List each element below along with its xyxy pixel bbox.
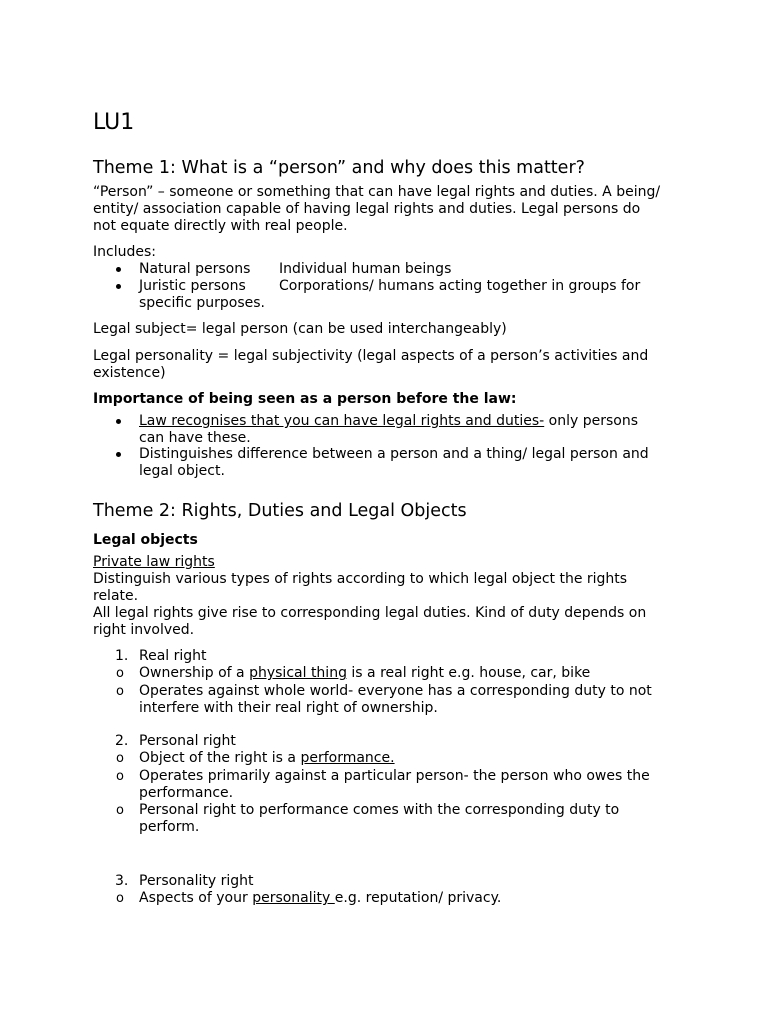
includes-desc: Corporations/ humans acting together in groups for bbox=[279, 278, 641, 294]
circle-bullet-icon: o bbox=[116, 666, 124, 681]
page-title: LU1 bbox=[93, 110, 135, 135]
bullet-icon bbox=[116, 284, 121, 289]
sub-item-continued: performance. bbox=[139, 785, 234, 801]
text-run: Aspects of your bbox=[139, 890, 253, 906]
circle-bullet-icon: o bbox=[116, 684, 124, 699]
underlined-text: physical thing bbox=[249, 665, 347, 681]
item-title: Personal right bbox=[139, 733, 236, 749]
sub-item-text bbox=[139, 750, 679, 767]
item-number: 1. bbox=[115, 648, 129, 664]
legal-personality-line-2: existence) bbox=[93, 365, 166, 381]
importance-underlined-text: Law recognises that you can have legal rights and duties- bbox=[139, 413, 545, 429]
legal-subject-line: Legal subject= legal person (can be used interchangeably) bbox=[93, 321, 507, 337]
sub-item-continued: perform. bbox=[139, 819, 200, 835]
importance-continued: can have these. bbox=[139, 430, 251, 446]
text-run: Object of the right is a bbox=[139, 750, 301, 766]
importance-heading: Importance of being seen as a person before the law: bbox=[93, 391, 517, 407]
text-run: e.g. reputation/ privacy. bbox=[334, 890, 502, 906]
person-definition-line-1: “Person” – someone or something that can have legal rights and duties. A being/ bbox=[93, 184, 661, 200]
item-title: Real right bbox=[139, 648, 207, 664]
bullet-icon bbox=[116, 452, 121, 457]
sub-item-text: Operates primarily against a particular person- the person who owes the bbox=[139, 768, 650, 784]
circle-bullet-icon: o bbox=[116, 803, 124, 818]
item-number: 3. bbox=[115, 873, 129, 889]
sub-item-continued: interfere with their real right of ownership. bbox=[139, 700, 438, 716]
sub-item-text: Personal right to performance comes with the corresponding duty to bbox=[139, 802, 620, 818]
legal-objects-heading: Legal objects bbox=[93, 532, 198, 548]
importance-rest-text: only persons bbox=[544, 413, 638, 429]
private-law-rights-subheading: Private law rights bbox=[93, 554, 215, 570]
rights-paragraph-line-4: right involved. bbox=[93, 622, 195, 638]
theme-1-heading: Theme 1: What is a “person” and why does this matter? bbox=[93, 158, 585, 178]
text-run: is a real right e.g. house, car, bike bbox=[346, 665, 591, 681]
includes-term: Juristic persons bbox=[139, 278, 246, 294]
importance-continued: legal object. bbox=[139, 463, 225, 479]
rights-paragraph-line-3: All legal rights give rise to corresponding legal duties. Kind of duty depends on bbox=[93, 605, 647, 621]
sub-item-text bbox=[139, 665, 679, 682]
person-definition-line-2: entity/ association capable of having legal rights and duties. Legal persons do bbox=[93, 201, 641, 217]
sub-item-text bbox=[139, 890, 679, 907]
text-run: Ownership of a bbox=[139, 665, 250, 681]
circle-bullet-icon: o bbox=[116, 751, 124, 766]
includes-label: Includes: bbox=[93, 244, 156, 260]
rights-paragraph-line-2: relate. bbox=[93, 588, 139, 604]
sub-item-text: Operates against whole world- everyone has a corresponding duty to not bbox=[139, 683, 652, 699]
underlined-text: performance. bbox=[300, 750, 395, 766]
bullet-icon bbox=[116, 267, 121, 272]
importance-item-text bbox=[139, 413, 679, 430]
underlined-text: personality bbox=[252, 890, 335, 906]
includes-desc: Individual human beings bbox=[279, 261, 452, 277]
rights-paragraph-line-1: Distinguish various types of rights according to which legal object the rights bbox=[93, 571, 628, 587]
item-number: 2. bbox=[115, 733, 129, 749]
bullet-icon bbox=[116, 419, 121, 424]
theme-2-heading: Theme 2: Rights, Duties and Legal Objects bbox=[93, 501, 467, 521]
person-definition-line-3: not equate directly with real people. bbox=[93, 218, 348, 234]
circle-bullet-icon: o bbox=[116, 769, 124, 784]
item-title: Personality right bbox=[139, 873, 254, 889]
importance-item-text: Distinguishes difference between a person and a thing/ legal person and bbox=[139, 446, 649, 462]
includes-desc-continued: specific purposes. bbox=[139, 295, 265, 311]
includes-term: Natural persons bbox=[139, 261, 251, 277]
legal-personality-line-1: Legal personality = legal subjectivity (legal aspects of a person’s activities and bbox=[93, 348, 649, 364]
circle-bullet-icon: o bbox=[116, 891, 124, 906]
